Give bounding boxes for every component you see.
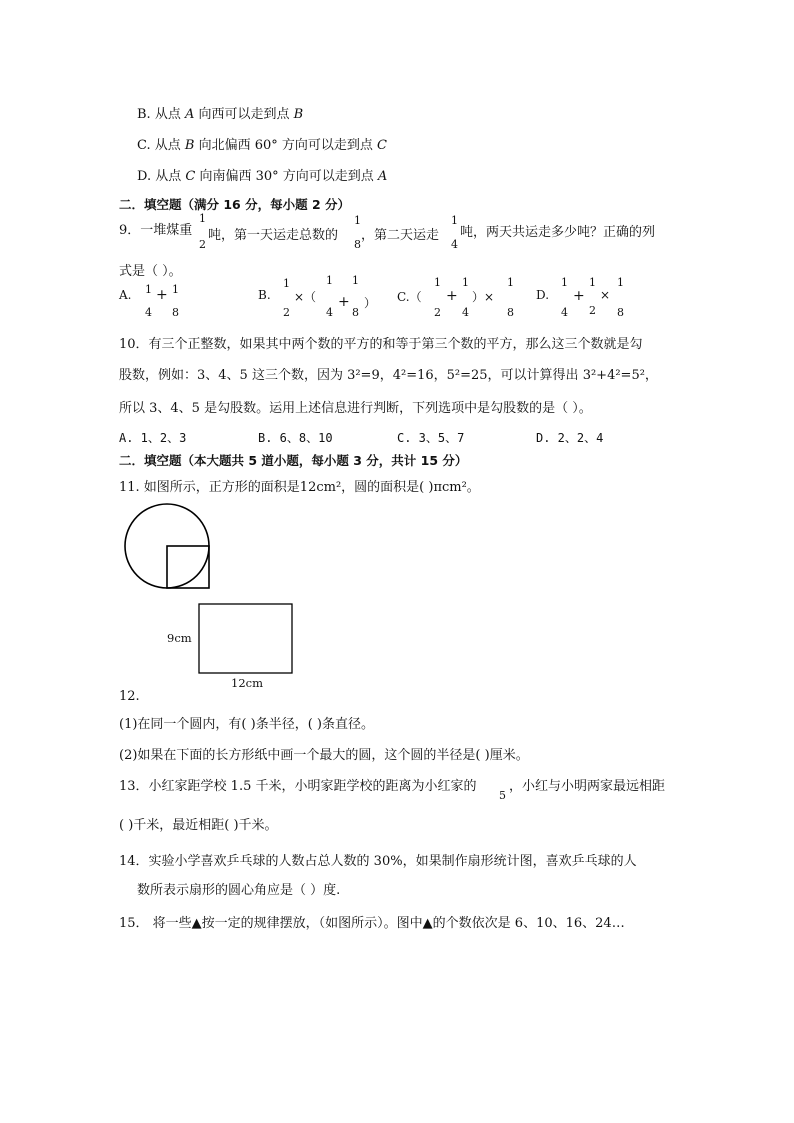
q9-option-b-den1: 2 [283,306,290,319]
q9-option-a-label: A. [119,288,132,302]
section-title-fill-blank-2: 二．填空题（本大题共 5 道小题，每小题 3 分，共计 15 分） [119,453,468,468]
q9-option-c-label: C.（ [397,290,422,304]
q9-text-4: 吨，两天共运走多少吨？正确的列 [460,225,656,240]
rect-width-label: 12cm [231,676,263,690]
q8-option-b: B. 从点 A 向西可以走到点 B [137,107,304,122]
q9-option-a-num1: 1 [145,283,152,296]
q14-line1: 14．实验小学喜欢乒乓球的人数占总人数的 30%，如果制作扇形统计图，喜欢乒乓球的人 [119,854,637,869]
q11-text: 11. 如图所示，正方形的面积是12cm²，圆的面积是( )πcm²。 [119,480,480,495]
q9-text-2: 吨，第一天运走总数的 [208,228,339,243]
q9-option-c-num3: 1 [507,276,514,289]
q9-frac-quarter-den: 4 [451,238,458,251]
q8-option-c: C. 从点 B 向北偏西 60° 方向可以走到点 C [137,138,387,153]
q9-option-b-den2: 4 [326,306,333,319]
q13-line1a: 13．小红家距学校 1.5 千米，小明家距学校的距离为小红家的 [119,779,477,794]
q9-option-b-num2: 1 [326,274,333,287]
q10-option-b: B. 6、8、10 [258,431,333,445]
q9-option-d-num3: 1 [617,276,624,289]
q13-frac-den: 5 [499,789,506,802]
q8-option-d: D. 从点 C 向南偏西 30° 方向可以走到点 A [137,169,388,184]
q9-option-b-den3: 8 [352,306,359,319]
q9-option-a-num2: 1 [172,283,179,296]
q9-option-d-den1: 4 [561,306,568,319]
q12-sub2: (2)如果在下面的长方形纸中画一个最大的圆，这个圆的半径是( )厘米。 [119,748,529,763]
q13-line1b: ，小红与小明两家最远相距 [509,779,666,794]
q9-option-d-num1: 1 [561,276,568,289]
section-title-fill-blank-1: 二．填空题（满分 16 分，每小题 2 分） [119,197,351,212]
q9-option-c-close: ）× [472,290,495,304]
q9-option-b-plus: + [338,294,350,310]
q9-frac-quarter-num: 1 [451,214,458,227]
q9-option-c-den2: 4 [462,306,469,319]
q10-line2: 股数，例如：3、4、5 这三个数，因为 3²=9，4²=16，5²=25，可以计算得出 3²+4²=5²， [119,368,658,383]
q9-line1: 9．一堆煤重 [119,223,193,238]
q10-option-a: A. 1、2、3 [119,431,187,445]
q10-option-c: C. 3、5、7 [397,431,465,445]
q9-option-d-den3: 8 [617,306,624,319]
q9-option-a-plus: + [156,287,168,303]
q9-option-a-den2: 8 [172,306,179,319]
q10-option-d: D. 2、2、4 [536,431,604,445]
q9-option-a-den1: 4 [145,306,152,319]
q9-text-3: ，第二天运走 [361,228,440,243]
q10-line3: 所以 3、4、5 是勾股数。运用上述信息进行判断，下列选项中是勾股数的是（ ）。 [119,401,592,416]
q9-frac-half-den: 2 [199,238,206,251]
q9-option-c-plus: + [446,288,458,304]
q13-line2: ( )千米，最近相距( )千米。 [119,818,278,833]
q9-option-b-close: ） [364,296,377,310]
rectangle-paper [199,604,292,673]
q12-sub1: (1)在同一个圆内，有( )条半径，( )条直径。 [119,717,374,732]
q14-line2: 数所表示扇形的圆心角应是（ ）度. [137,883,341,898]
q9-option-b-num1: 1 [283,277,290,290]
q9-option-d-times: × [600,288,611,302]
q9-option-c-den3: 8 [507,306,514,319]
q9-frac-eighth-den: 8 [354,238,361,251]
q9-option-d-num2: 1 [589,276,596,289]
q9-option-c-num2: 1 [462,276,469,289]
q9-frac-half-num: 1 [199,212,206,225]
q9-option-b-label: B. [258,288,271,302]
q9-option-b-times: ×（ [294,290,317,304]
q9-text-5: 式是（ ）。 [119,264,182,279]
q12-number: 12. [119,689,140,704]
q9-frac-eighth-num: 1 [354,214,361,227]
q9-option-b-num3: 1 [352,274,359,287]
q9-option-c-den1: 2 [434,306,441,319]
rect-height-label: 9cm [167,631,192,645]
q10-line1: 10．有三个正整数，如果其中两个数的平方的和等于第三个数的平方，那么这三个数就是勾 [119,337,643,352]
q9-option-d-plus: + [573,288,585,304]
q9-option-d-den2: 2 [589,304,596,317]
q9-option-c-num1: 1 [434,276,441,289]
q15-text: 15． 将一些▲按一定的规律摆放，（如图所示）。图中▲的个数依次是 6、10、16、24… [119,916,625,931]
q9-option-d-label: D. [536,288,550,302]
